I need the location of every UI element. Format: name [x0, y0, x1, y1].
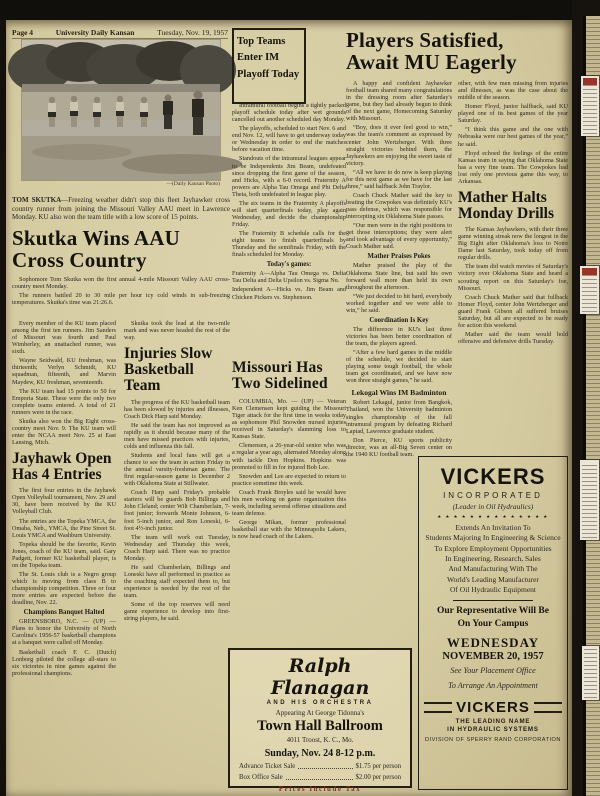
vickers-ad [418, 456, 568, 790]
paragraph: Students and local fans will get a chance to see the team in action Friday in the annual varsity-freshman game. The first regular-season game is December 2 with Oklahoma State at Stillwater. [124, 451, 230, 488]
advance-ticket-price: $1.75 per person [355, 763, 401, 770]
ad-line: World's Leading Manufacturer [447, 574, 539, 584]
headline-jayhawk-open: Jayhawk Open Has 4 Entries [12, 450, 112, 484]
paragraph: Coach Chuck Mather said the key to beating the Cowpokes was definitely KU's pass defense, which was responsible for intercepting six Oklahoma State passes. [346, 191, 452, 221]
paragraph: Coach Frank Broyles said he would have his men working on game organization this week, including several offense situations and team defense. [232, 488, 346, 517]
adjacent-page-fragment [582, 646, 599, 700]
paragraph: Standouts of the intramural leagues appear to be Independents Jim Beam, undefeated since dropping the first game of the season, and Hicks, with a 6-0 record. Fraternity A powers are Alpha Tau Omega and Phi Delta Theta, both undefeated in league play. [232, 155, 346, 198]
paragraph: Homer Floyd, junior halfback, said KU played one of its best games of the year Saturday. [458, 103, 568, 125]
paragraph: Robert Lekagul, junior from Bangkok, Thailand, won the University badminton singles championship of the fall intramural program by defeating Richard Laptad, Lawrence graduate student. [346, 399, 452, 435]
headline-missouri-sidelined: Missouri Has Two Sidelined [232, 359, 328, 392]
paragraph: “Boy, does it ever feel good to win,” was the team's comment as expressed by center John Wertzberger. With three straight victories behind them, the Jayhawkers are enjoying the sweet taste of victory. [346, 124, 452, 167]
photo-caption-lead: TOM SKUTKA [12, 196, 62, 204]
adjacent-page-fragment [580, 266, 599, 314]
star-divider: ★ ★ ★ ★ ★ ★ ★ ★ ★ ★ ★ ★ ★ ★ [437, 514, 549, 519]
paragraph: Snowden and Lee are expected to return to practice sometime this week. [232, 472, 346, 487]
paragraph: Coach Harp said Friday's probable starters will be guards Bob Billings and John Cleland; center Wilt Chamberlain, 7-foot junior; forwards Monte Johnson, 6-foot 5-inch junior, and Ron Loneski, 6-foot 4½-inch junior. [124, 489, 230, 532]
paragraph: He said the team has not improved as rapidly as it should because many of the men have missed practices with injuries, colds and influenza this fall. [124, 421, 230, 450]
subhead-champions-banquet: Champions Banquet Halted [23, 609, 105, 617]
paragraph: other, with few men missing from injuries and illnesses, as was the case about the middle of the season. [458, 80, 568, 102]
box-office-price: $2.00 per person [355, 774, 401, 781]
adjacent-page-edge [572, 0, 600, 796]
left-column-1 [12, 320, 116, 794]
paragraph: Basketball coach F. C. (Dutch) Lonborg piloted the college all-stars to six victories in nine games against the professional champions. [12, 648, 116, 677]
photo-illustration [22, 40, 220, 180]
ad-artist-name: Ralph Flanagan [270, 655, 370, 699]
paragraph: The progress of the KU basketball team has been slowed by injuries and illnesses, Coach Dick Harp said Monday. [124, 398, 230, 420]
paragraph: “Our men were in the right positions to get those interceptions; they were alert and took advantage of every opportunity,” Coach Mather said. [346, 222, 452, 251]
paragraph: “We just decided to hit hard, everybody worked together and we were able to win,” he said. [346, 292, 452, 314]
paragraph: Coach Chuck Mather said that fullback Homer Floyd, center John Wertzberger and guard Frank Gibson all suffered bruises Saturday, but all are expected to be ready for action this weekend. [458, 293, 568, 329]
scan-border-top [0, 0, 600, 20]
paragraph: GREENSBORO, N.C. — (UP) — Plans to honor the University of North Carolina's 1956-57 basketball champions at a banquet were called off Monday. [12, 618, 116, 647]
subhead-todays-games: Today's games: [266, 261, 312, 269]
ad-line: In Engineering, Research, Sales [445, 554, 541, 564]
ad-box-office-price-row [239, 774, 401, 781]
headline-players-satisfied: Players Satisfied, Await MU Eagerly [346, 28, 517, 74]
paragraph: Topeka should be the favorite, Kevin Jones, coach of the KU team, said. Gary Padgett, former KU basketball player, is on the Topeka team. [12, 540, 116, 569]
ad-date-time: Sunday, Nov. 24 8-12 p.m. [264, 748, 376, 759]
advance-ticket-label: Advance Ticket Sale [239, 763, 296, 770]
paragraph: Floyd echoed the feelings of the entire Kansas team in saying that Oklahoma State has a very fine team. The Cowpokes had lost only one previous game this way, to Arkansas. [458, 149, 568, 185]
folio-line [12, 24, 228, 39]
photo-caption-text: —Freezing weather didn't stop this fleet Jayhawker cross country runner from joining the Missouri Valley AAU meet in Lawrence Monday. KU also won the team title with a low score of 15 points. [12, 196, 231, 222]
paragraph: The runners battled 20 to 30 mile per hour icy cold winds in sub-freezing temperatures. Skutka's time was 21:26.6. [12, 292, 230, 307]
paragraph: Skutka also won the Big Eight cross-country meet Nov. 9. The KU team will enter the NCAA meet Nov. 25 at East Lansing, Mich. [12, 417, 116, 446]
folio-date: Tuesday, Nov. 19, 1957 [157, 28, 228, 37]
paragraph: The team will work out Tuesday, Wednesday and Thursday this week, Coach Harp said. There was no practice Monday. [124, 533, 230, 562]
missouri-article [232, 398, 346, 644]
ad-line: Extends An Invitation To [455, 523, 531, 532]
visit-day: WEDNESDAY [446, 635, 540, 651]
paragraph: George Mikan, former professional basketball star with the Minneapolis Lakers, is now head coach of the Lakers. [232, 519, 346, 541]
paragraph: Sophomore Tom Skutka won the first annual 4-mile Missouri Valley AAU cross-country meet Monday. [12, 276, 230, 291]
ad-venue-name: Town Hall Ballroom [257, 718, 383, 734]
ad-line: Of Oil Hydraulic Equipment [449, 585, 537, 595]
headline-box-im-playoff: Top Teams Enter IM Playoff Today [232, 28, 306, 104]
paragraph: The Kansas Jayhawkers, with their three game winning streak now the longest in the Big Eight after Oklahoma's loss to Notre Dame last Saturday, took today off from regular drills. [458, 226, 568, 262]
logo-bars-right [534, 702, 562, 713]
paragraph: The difference in KU's last three victories has been better coordination of the team, the players agreed. [346, 325, 452, 347]
ad-advance-price-row [239, 763, 401, 770]
paragraph: The first four entries in the Jayhawk Open Volleyball tournament, Nov. 29 and 30, have been received by the KU Volleyball Club. [12, 487, 116, 516]
headline-skutka-wins-aau: Skutka Wins AAU Cross Country [12, 226, 180, 272]
dot-leader [286, 779, 353, 780]
photo-caption [12, 196, 230, 222]
paragraph: Clemensen, a 26-year-old senior who was a regular a year ago, alternated Monday along with tackle Don Hopkins. Hopkins was promoted to fill in for injured Bob Lee. [232, 442, 346, 471]
ad-line: And Manufacturing With The [448, 564, 538, 574]
vickers-company-name: VICKERS [440, 464, 546, 489]
ad-orchestra-tagline: AND HIS ORCHESTRA [266, 700, 374, 706]
cross-country-photo [22, 40, 220, 180]
im-playoff-article [232, 102, 346, 358]
representative-line-1: Our Representative Will Be [437, 606, 549, 617]
paragraph: Some of the top reserves will need game experience to develop into first-string players, he said. [124, 601, 230, 623]
logo-bars-left [424, 702, 452, 713]
paragraph: Mather praised the play of the Oklahoma State line, but said his own forward wall more than held its own throughout the afternoon. [346, 262, 452, 291]
headline-mather-halts: Mather Halts Monday Drills [458, 188, 555, 222]
paragraph: “After a few hard games in the middle of the schedule, we decided to start playing some tough football, the whole team got coordinated, and we have now won three straight games,” he said. [346, 349, 452, 385]
divider-rule [453, 600, 533, 601]
subhead-coordination: Coordination Is Key [369, 316, 429, 324]
paragraph: The Fraternity B schedule calls for the eight teams to finish quarterfinals by Thursday and the semifinals Friday, with the finals scheduled for Monday. [232, 230, 346, 259]
representative-line-2: On Your Campus [457, 618, 529, 629]
game-line: Independent A—Hicks vs. Jim Beam and Chicken Pickers vs. Stephenson. [232, 286, 346, 301]
ralph-flanagan-ad [228, 648, 412, 793]
placement-office-line-2: To Arrange An Appointment [448, 680, 538, 690]
adjacent-page-fragment [581, 76, 599, 136]
ad-venue-address: 4011 Troost, K. C., Mo. [286, 736, 354, 744]
dot-leader [298, 768, 352, 769]
ad-appearing-line: Appearing At George Tidonna's [275, 709, 365, 717]
paragraph: Skutka took the lead at the two-mile mark and was never headed the rest of the way. [124, 320, 230, 342]
paragraph: Mather said the team would hold offensive and defensive drills Tuesday. [458, 330, 568, 346]
left-column-2 [124, 320, 230, 794]
box-office-label: Box Office Sale [239, 774, 283, 781]
ad-line: Students Majoring In Engineering & Science [425, 533, 561, 543]
paragraph: Don Pierce, KU sports publicity director, was an all-Big Seven center on the 1940 KU football team. [346, 436, 452, 458]
visit-date: NOVEMBER 20, 1957 [442, 651, 544, 663]
paragraph: A happy and confident Jayhawker football team shared many congratulations in the dressing room after Saturday's game, but they had already begun to think of the next game, Homecoming Saturday with Missouri. [346, 80, 452, 123]
subhead-mather-praises: Mather Praises Pokes [367, 253, 431, 261]
paragraph: The team did watch movies of Saturday's victory over Oklahoma State and heard a scouting report on this Saturday's foe, Missouri. [458, 263, 568, 292]
ad-line: To Explore Employment Opportunities [434, 543, 552, 553]
paragraph: Intramural football begins a tightly packed playoff schedule today after wet grounds cancelled out another scheduled day Monday. [232, 102, 346, 124]
newspaper-page [6, 20, 572, 796]
folio-page-number: Page 4 [12, 28, 34, 37]
logo-tagline: THE LEADING NAME IN HYDRAULIC SYSTEMS [447, 717, 539, 734]
paragraph: The KU team had 15 points to 50 for Emporia State. These were the only two complete teams entered. A total of 21 runners were in the race. [12, 387, 116, 416]
subhead-lekogal-badminton: Lekogal Wins IM Badminton [351, 388, 447, 398]
paragraph: “I think this game and the one with Nebraska were our best games of the year,” he said. [458, 126, 568, 148]
vickers-incorporated: INCORPORATED [443, 491, 543, 500]
division-line: DIVISION OF SPERRY RAND CORPORATION [425, 737, 561, 744]
adjacent-page-fragment [580, 460, 599, 540]
vickers-subtitle: (Leader in Oil Hydraulics) [452, 502, 534, 511]
paragraph: The playoffs, scheduled to start Nov. 6 and end Nov. 12, will have to get underway today or Wednesday in order to end the matches before vacation time. [232, 125, 346, 154]
folio-paper-name: University Daily Kansan [55, 28, 135, 37]
headline-injuries-slow: Injuries Slow Basketball Team [124, 345, 213, 395]
paragraph: He said Chamberlain, Billings and Loneski have all performed in practice as the coaching staff expected them to, but experience is needed by the rest of the team. [124, 563, 230, 600]
paragraph: The St. Louis club is a Negro group which is moving from class B to championship competition. Three or four more entries are expected before the deadline, Nov. 22. [12, 570, 116, 607]
vickers-logo: VICKERS [424, 699, 562, 716]
paragraph: The six teams in the Fraternity A playoffs will start quarterfinals today, play again Wednesday, and decide the championship Friday. [232, 199, 346, 228]
paragraph: COLUMBIA, Mo. — (UP) — Veteran Ken Clemensen kept guiding the Missouri Tiger attack for the first time in weeks today as sophomore Phil Snowden nursed injuries received in Saturday's slamming loss to Kansas State. [232, 398, 346, 441]
right-column-2 [458, 80, 568, 452]
skutka-lead-paragraphs [12, 276, 230, 308]
paragraph: The entries are the Topeka YMCA, the Omaha, Neb., YMCA, the Pine Street St. Louis YMCA and Washburn University. [12, 517, 116, 539]
ad-tax-note: Prices Include Tax [278, 785, 362, 793]
placement-office-line-1: See Your Placement Office [450, 666, 536, 676]
game-line: Fraternity A—Alpha Tau Omega vs. Delta Tau Delta and Delta Upsilon vs. Sigma Nu. [232, 270, 346, 285]
photo-credit: —(Daily Kansan Photo) [166, 181, 220, 187]
paragraph: Every member of the KU team placed among the first ten runners. Jim Sanders of Missouri was fourth and Paul Wimberley, an unattached runner, was sixth. [12, 320, 116, 356]
paragraph: “All we have to do now is keep playing for this next game as we have for the last three,” said halfback John Traylor. [346, 168, 452, 190]
paragraph: Wayne Seidwald, KU freshman, was thirteenth; Verlyn Schmidt, KU squadman, fifteenth, and Marvin Maydew, KU freshman, seventeenth. [12, 357, 116, 386]
